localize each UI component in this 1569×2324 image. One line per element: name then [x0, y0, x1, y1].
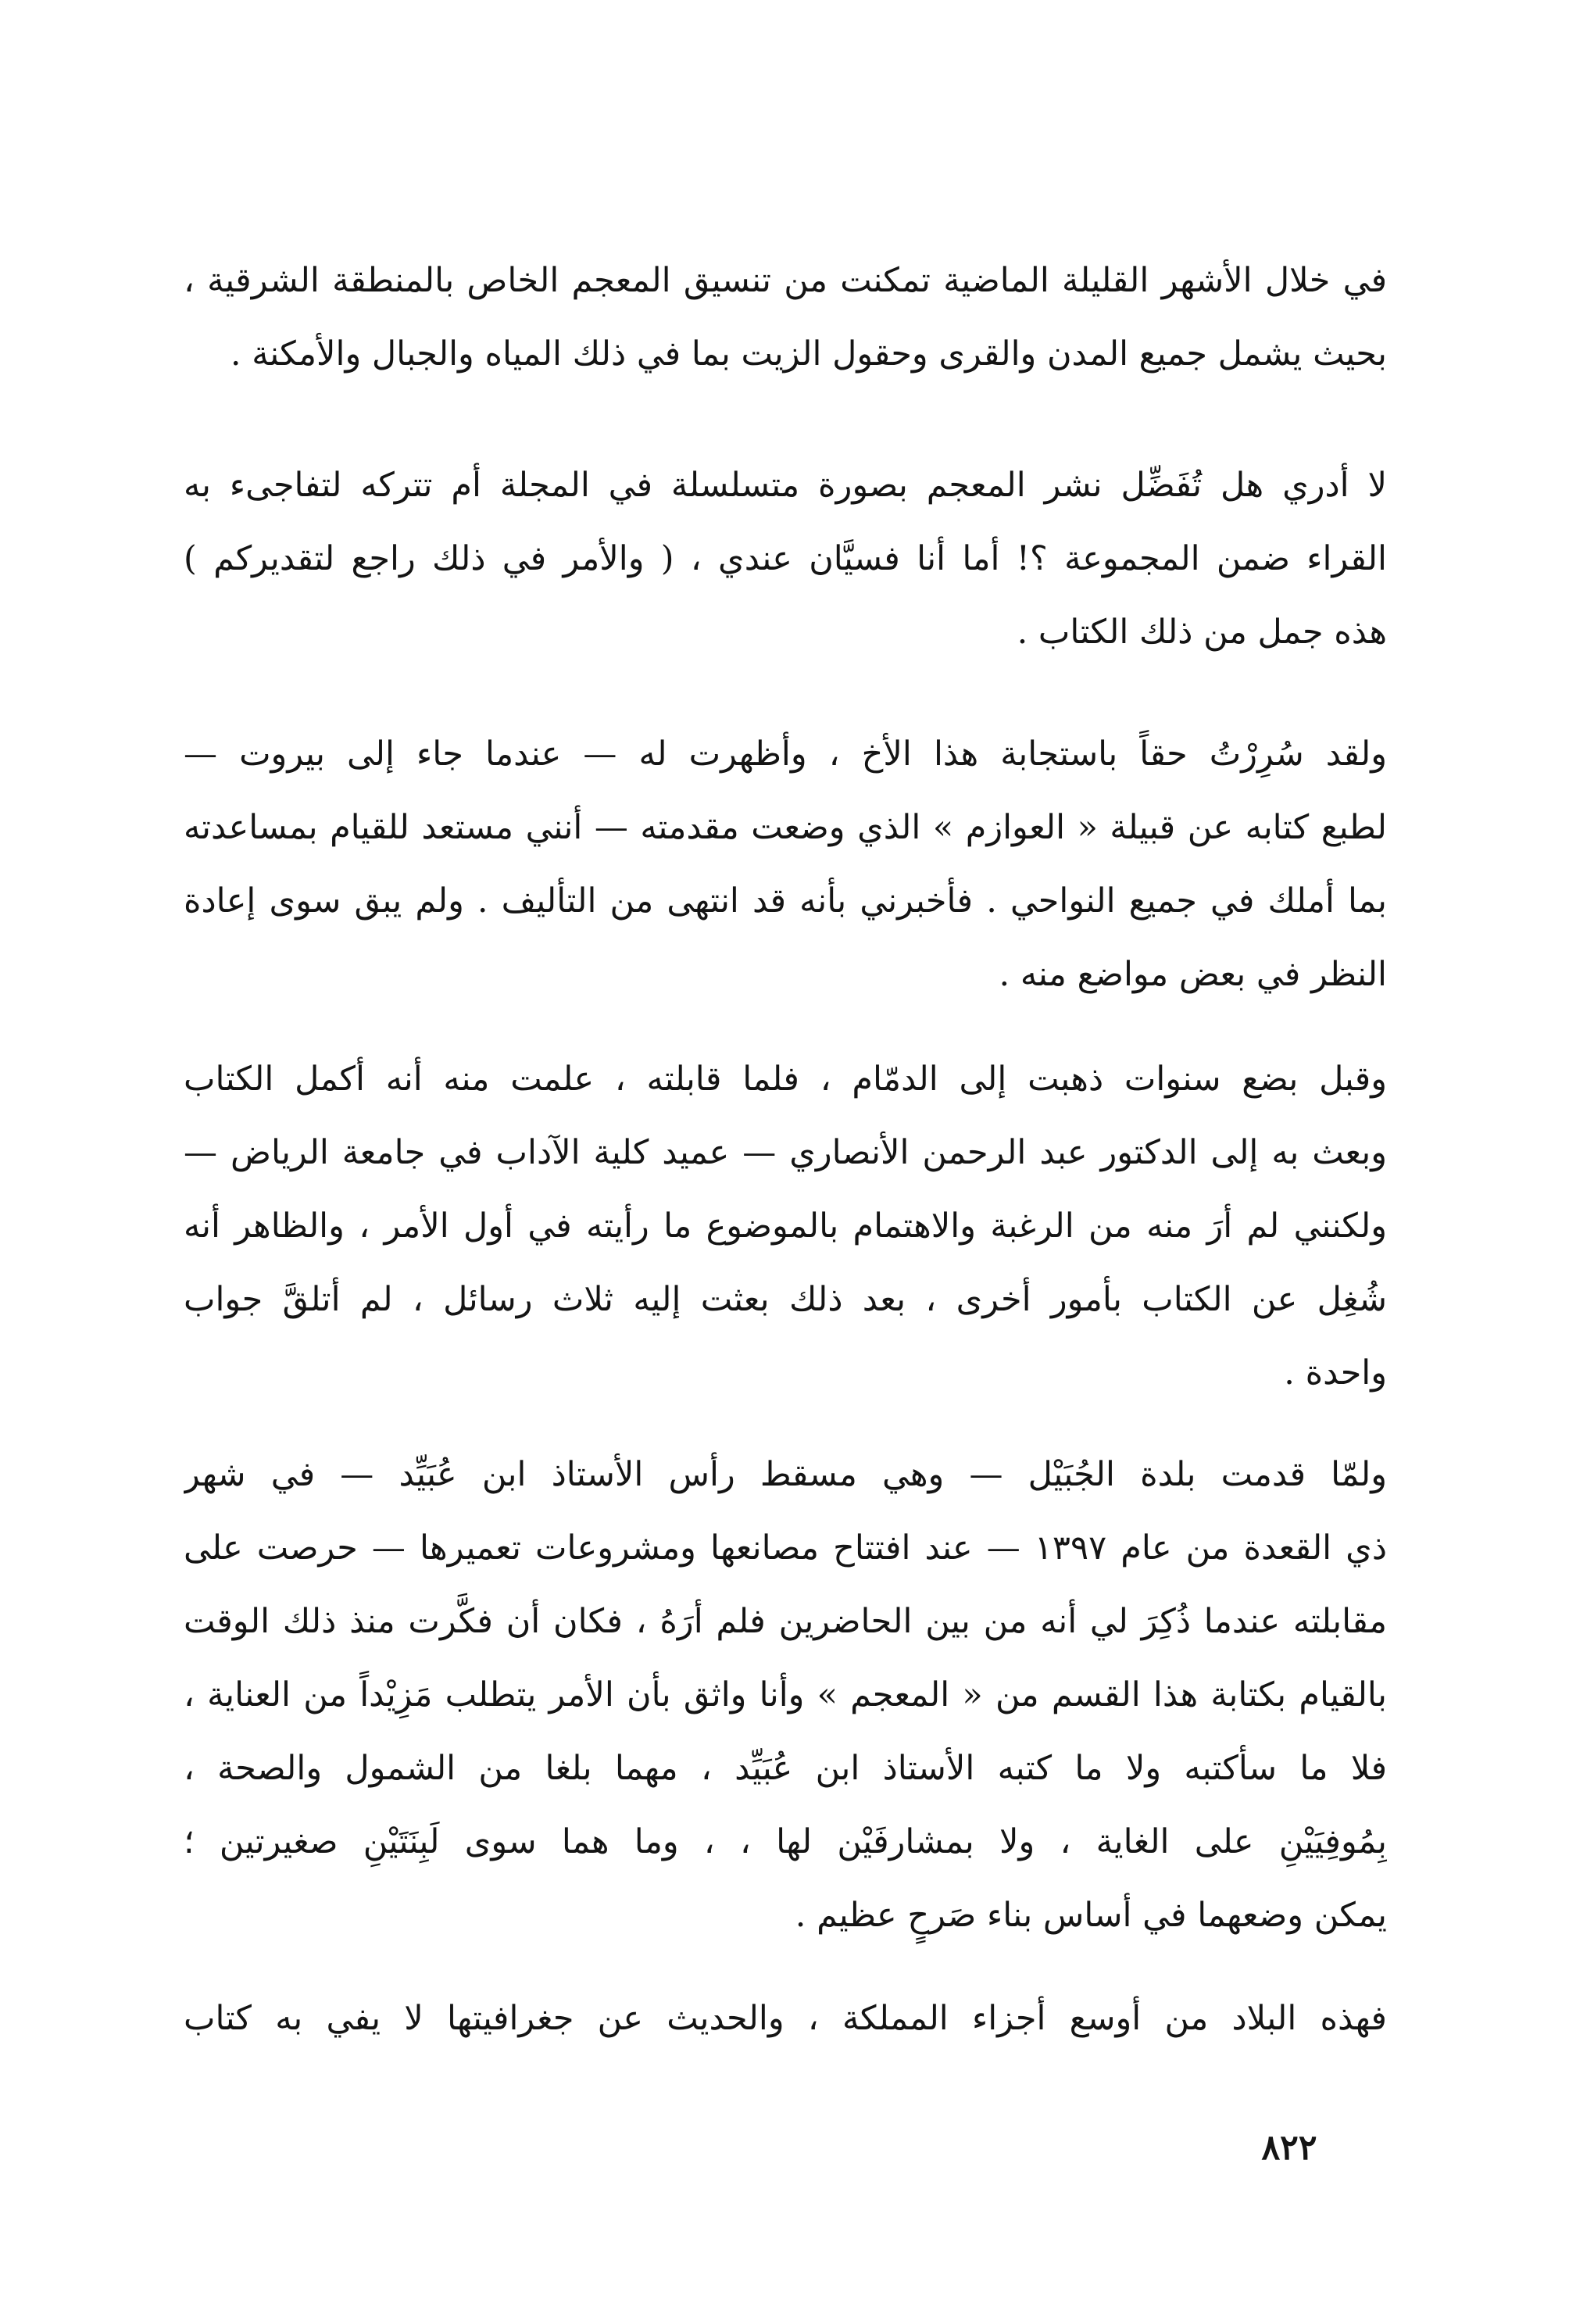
text-line: واحدة .: [1284, 1353, 1387, 1393]
text-line: ذي القعدة من عام ١٣٩٧ — عند افتتاح مصانعها ومشروعات تعميرها — حرصت على: [184, 1528, 1387, 1568]
text-line: ولكنني لم أرَ منه من الرغبة والاهتمام بالموضوع ما رأيته في أول الأمر ، والظاهر أنه: [184, 1207, 1387, 1246]
text-line: ولمّا قدمت بلدة الجُبَيْل — وهي مسقط رأس الأستاذ ابن عُبَيِّد — في شهر: [184, 1455, 1387, 1494]
text-line: القراء ضمن المجموعة ؟! أما أنا فسيَّان عندي ، ( والأمر في ذلك راجع لتقديركم ): [184, 539, 1387, 578]
text-line: وقبل بضع سنوات ذهبت إلى الدمّام ، فلما قابلته ، علمت منه أنه أكمل الكتاب: [184, 1060, 1387, 1099]
text-line: بما أملك في جميع النواحي . فأخبرني بأنه قد انتهى من التأليف . ولم يبق سوى إعادة: [184, 881, 1387, 921]
text-line: فهذه البلاد من أوسع أجزاء المملكة ، والحديث عن جغرافيتها لا يفي به كتاب: [184, 1999, 1387, 2038]
paragraph-4: [184, 1042, 1387, 1410]
text-line: النظر في بعض مواضع منه .: [999, 955, 1387, 994]
text-line: بِمُوفِيَيْنِ على الغاية ، ولا بمشارفَيْن لها ، ، وما هما سوى لَبِنَتَيْنِ صغيرتين ؛: [184, 1822, 1387, 1861]
text-line: شُغِل عن الكتاب بأمور أخرى ، بعد ذلك بعثت إليه ثلاث رسائل ، لم أتلقَّ جواب: [184, 1280, 1387, 1319]
text-line: مقابلته عندما ذُكِرَ لي أنه من بين الحاضرين فلم أرَهُ ، فكان أن فكَّرت منذ ذلك الوقت: [184, 1602, 1387, 1641]
paragraph-6: [184, 1982, 1387, 2055]
text-line: لا أدري هل تُفَضِّل نشر المعجم بصورة متسلسلة في المجلة أم تتركه لتفاجىء به: [184, 466, 1387, 505]
text-line: بالقيام بكتابة هذا القسم من « المعجم » وأنا واثق بأن الأمر يتطلب مَزِيْداً من العناية ،: [184, 1675, 1387, 1714]
paragraph-5: [184, 1438, 1387, 1952]
paragraph-2: [184, 449, 1387, 669]
paragraph-3: [184, 717, 1387, 1011]
text-line: بحيث يشمل جميع المدن والقرى وحقول الزيت بما في ذلك المياه والجبال والأمكنة .: [230, 334, 1387, 374]
paragraph-1: [184, 244, 1387, 391]
page-number: ٨٢٢: [1261, 2128, 1317, 2168]
text-line: هذه جمل من ذلك الكتاب .: [1017, 613, 1387, 652]
text-line: في خلال الأشهر القليلة الماضية تمكنت من تنسيق المعجم الخاص بالمنطقة الشرقية ،: [184, 261, 1387, 300]
text-line: لطبع كتابه عن قبيلة « العوازم » الذي وضعت مقدمته — أنني مستعد للقيام بمساعدته: [184, 808, 1387, 847]
text-line: وبعث به إلى الدكتور عبد الرحمن الأنصاري — عميد كلية الآداب في جامعة الرياض —: [184, 1133, 1387, 1172]
text-line: يمكن وضعهما في أساس بناء صَرحٍ عظيم .: [795, 1896, 1387, 1935]
text-line: فلا ما سأكتبه ولا ما كتبه الأستاذ ابن عُبَيِّد ، مهما بلغا من الشمول والصحة ،: [184, 1749, 1387, 1788]
text-line: ولقد سُرِرْتُ حقاً باستجابة هذا الأخ ، وأظهرت له — عندما جاء إلى بيروت —: [184, 735, 1387, 774]
